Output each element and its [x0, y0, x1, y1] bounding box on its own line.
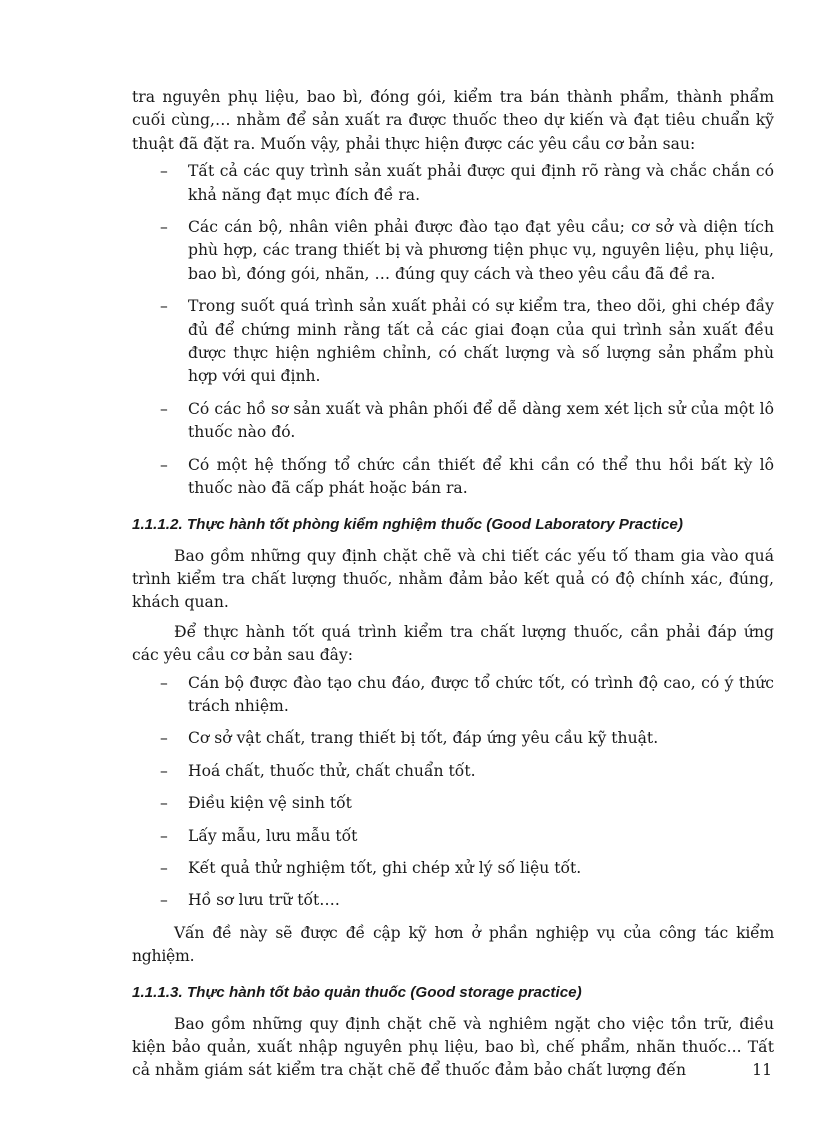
document-page: [132, 86, 774, 1083]
list-item: – Cán bộ được đào tạo chu đáo, được tổ chức tốt, có trình độ cao, có ý thức trách nhiệm.: [160, 673, 774, 715]
dash-bullet: –: [160, 794, 168, 813]
dash-bullet: –: [160, 729, 168, 748]
gmp-requirements-list: [132, 160, 774, 500]
dash-bullet: –: [160, 162, 168, 181]
list-item: – Lấy mẫu, lưu mẫu tốt: [132, 825, 774, 848]
dash-bullet: –: [160, 673, 168, 692]
list-item: – Hồ sơ lưu trữ tốt….: [132, 889, 774, 912]
dash-bullet: –: [160, 455, 168, 474]
dash-bullet: –: [160, 858, 168, 877]
glp-paragraph-1: Bao gồm những quy định chặt chẽ và chi tiết các yếu tố tham gia vào quá trình kiểm tra chất lượng thuốc, nhằm đảm bảo kết quả có độ chính xác, đúng, khách quan.: [132, 546, 774, 612]
dash-bullet: –: [160, 399, 168, 418]
dash-bullet: –: [160, 761, 168, 780]
glp-paragraph-2: Để thực hành tốt quá trình kiểm tra chất lượng thuốc, cần phải đáp ứng các yêu cầu cơ bản sau đây:: [132, 622, 774, 665]
dash-bullet: –: [160, 891, 168, 910]
list-item: – Cơ sở vật chất, trang thiết bị tốt, đáp ứng yêu cầu kỹ thuật.: [132, 727, 774, 750]
list-item: – Kết quả thử nghiệm tốt, ghi chép xử lý số liệu tốt.: [132, 857, 774, 880]
page-number: 11: [752, 1061, 772, 1079]
intro-paragraph: tra nguyên phụ liệu, bao bì, đóng gói, kiểm tra bán thành phẩm, thành phẩm cuối cùng,… nhằm để sản xuất ra được thuốc theo dự kiến và đạt tiêu chuẩn kỹ thuật đã đặt ra. Muốn vậy, phải thực hiện được các yêu cầu cơ bản sau:: [132, 88, 774, 153]
list-item: – Hoá chất, thuốc thử, chất chuẩn tốt.: [132, 760, 774, 783]
dash-bullet: –: [160, 218, 168, 237]
glp-closing-paragraph: Vấn đề này sẽ được đề cập kỹ hơn ở phần nghiệp vụ của công tác kiểm nghiệm.: [132, 923, 774, 966]
list-item: – Trong suốt quá trình sản xuất phải có sự kiểm tra, theo dõi, ghi chép đầy đủ để chứng minh rằng tất cả các giai đoạn của qui trình sản xuất đều được thực hiện nghiêm chỉnh, có chất lượng và số lượng sản phẩm phù hợp với qui định.: [160, 297, 774, 386]
list-item: – Các cán bộ, nhân viên phải được đào tạo đạt yêu cầu; cơ sở và diện tích phù hợp, các trang thiết bị và phương tiện phục vụ, nguyên liệu, phụ liệu, bao bì, đóng gói, nhãn, … đúng quy cách và theo yêu cầu đã đề ra.: [160, 218, 774, 283]
list-item: – Có một hệ thống tổ chức cần thiết để khi cần có thể thu hồi bất kỳ lô thuốc nào đã cấp phát hoặc bán ra.: [160, 455, 774, 498]
list-item: – Tất cả các quy trình sản xuất phải được qui định rõ ràng và chắc chắn có khả năng đạt mục đích đề ra.: [160, 162, 774, 204]
gsp-paragraph-1: Bao gồm những quy định chặt chẽ và nghiêm ngặt cho việc tồn trữ, điều kiện bảo quản, xuất nhập nguyên phụ liệu, bao bì, chế phẩm, nhãn thuốc... Tất cả nhằm giám sát kiểm tra chặt chẽ để thuốc đảm bảo chất lượng đến: [132, 1014, 774, 1080]
dash-bullet: –: [160, 297, 168, 316]
glp-requirements-list: [132, 672, 774, 913]
section-heading-glp: 1.1.1.2. Thực hành tốt phòng kiểm nghiệm thuốc (Good Laboratory Practice): [132, 515, 683, 533]
list-item: – Điều kiện vệ sinh tốt: [132, 792, 774, 815]
list-item: – Có các hồ sơ sản xuất và phân phối để dễ dàng xem xét lịch sử của một lô thuốc nào đó.: [160, 399, 774, 442]
section-heading-gsp: 1.1.1.3. Thực hành tốt bảo quản thuốc (Good storage practice): [132, 983, 582, 1001]
dash-bullet: –: [160, 826, 168, 845]
